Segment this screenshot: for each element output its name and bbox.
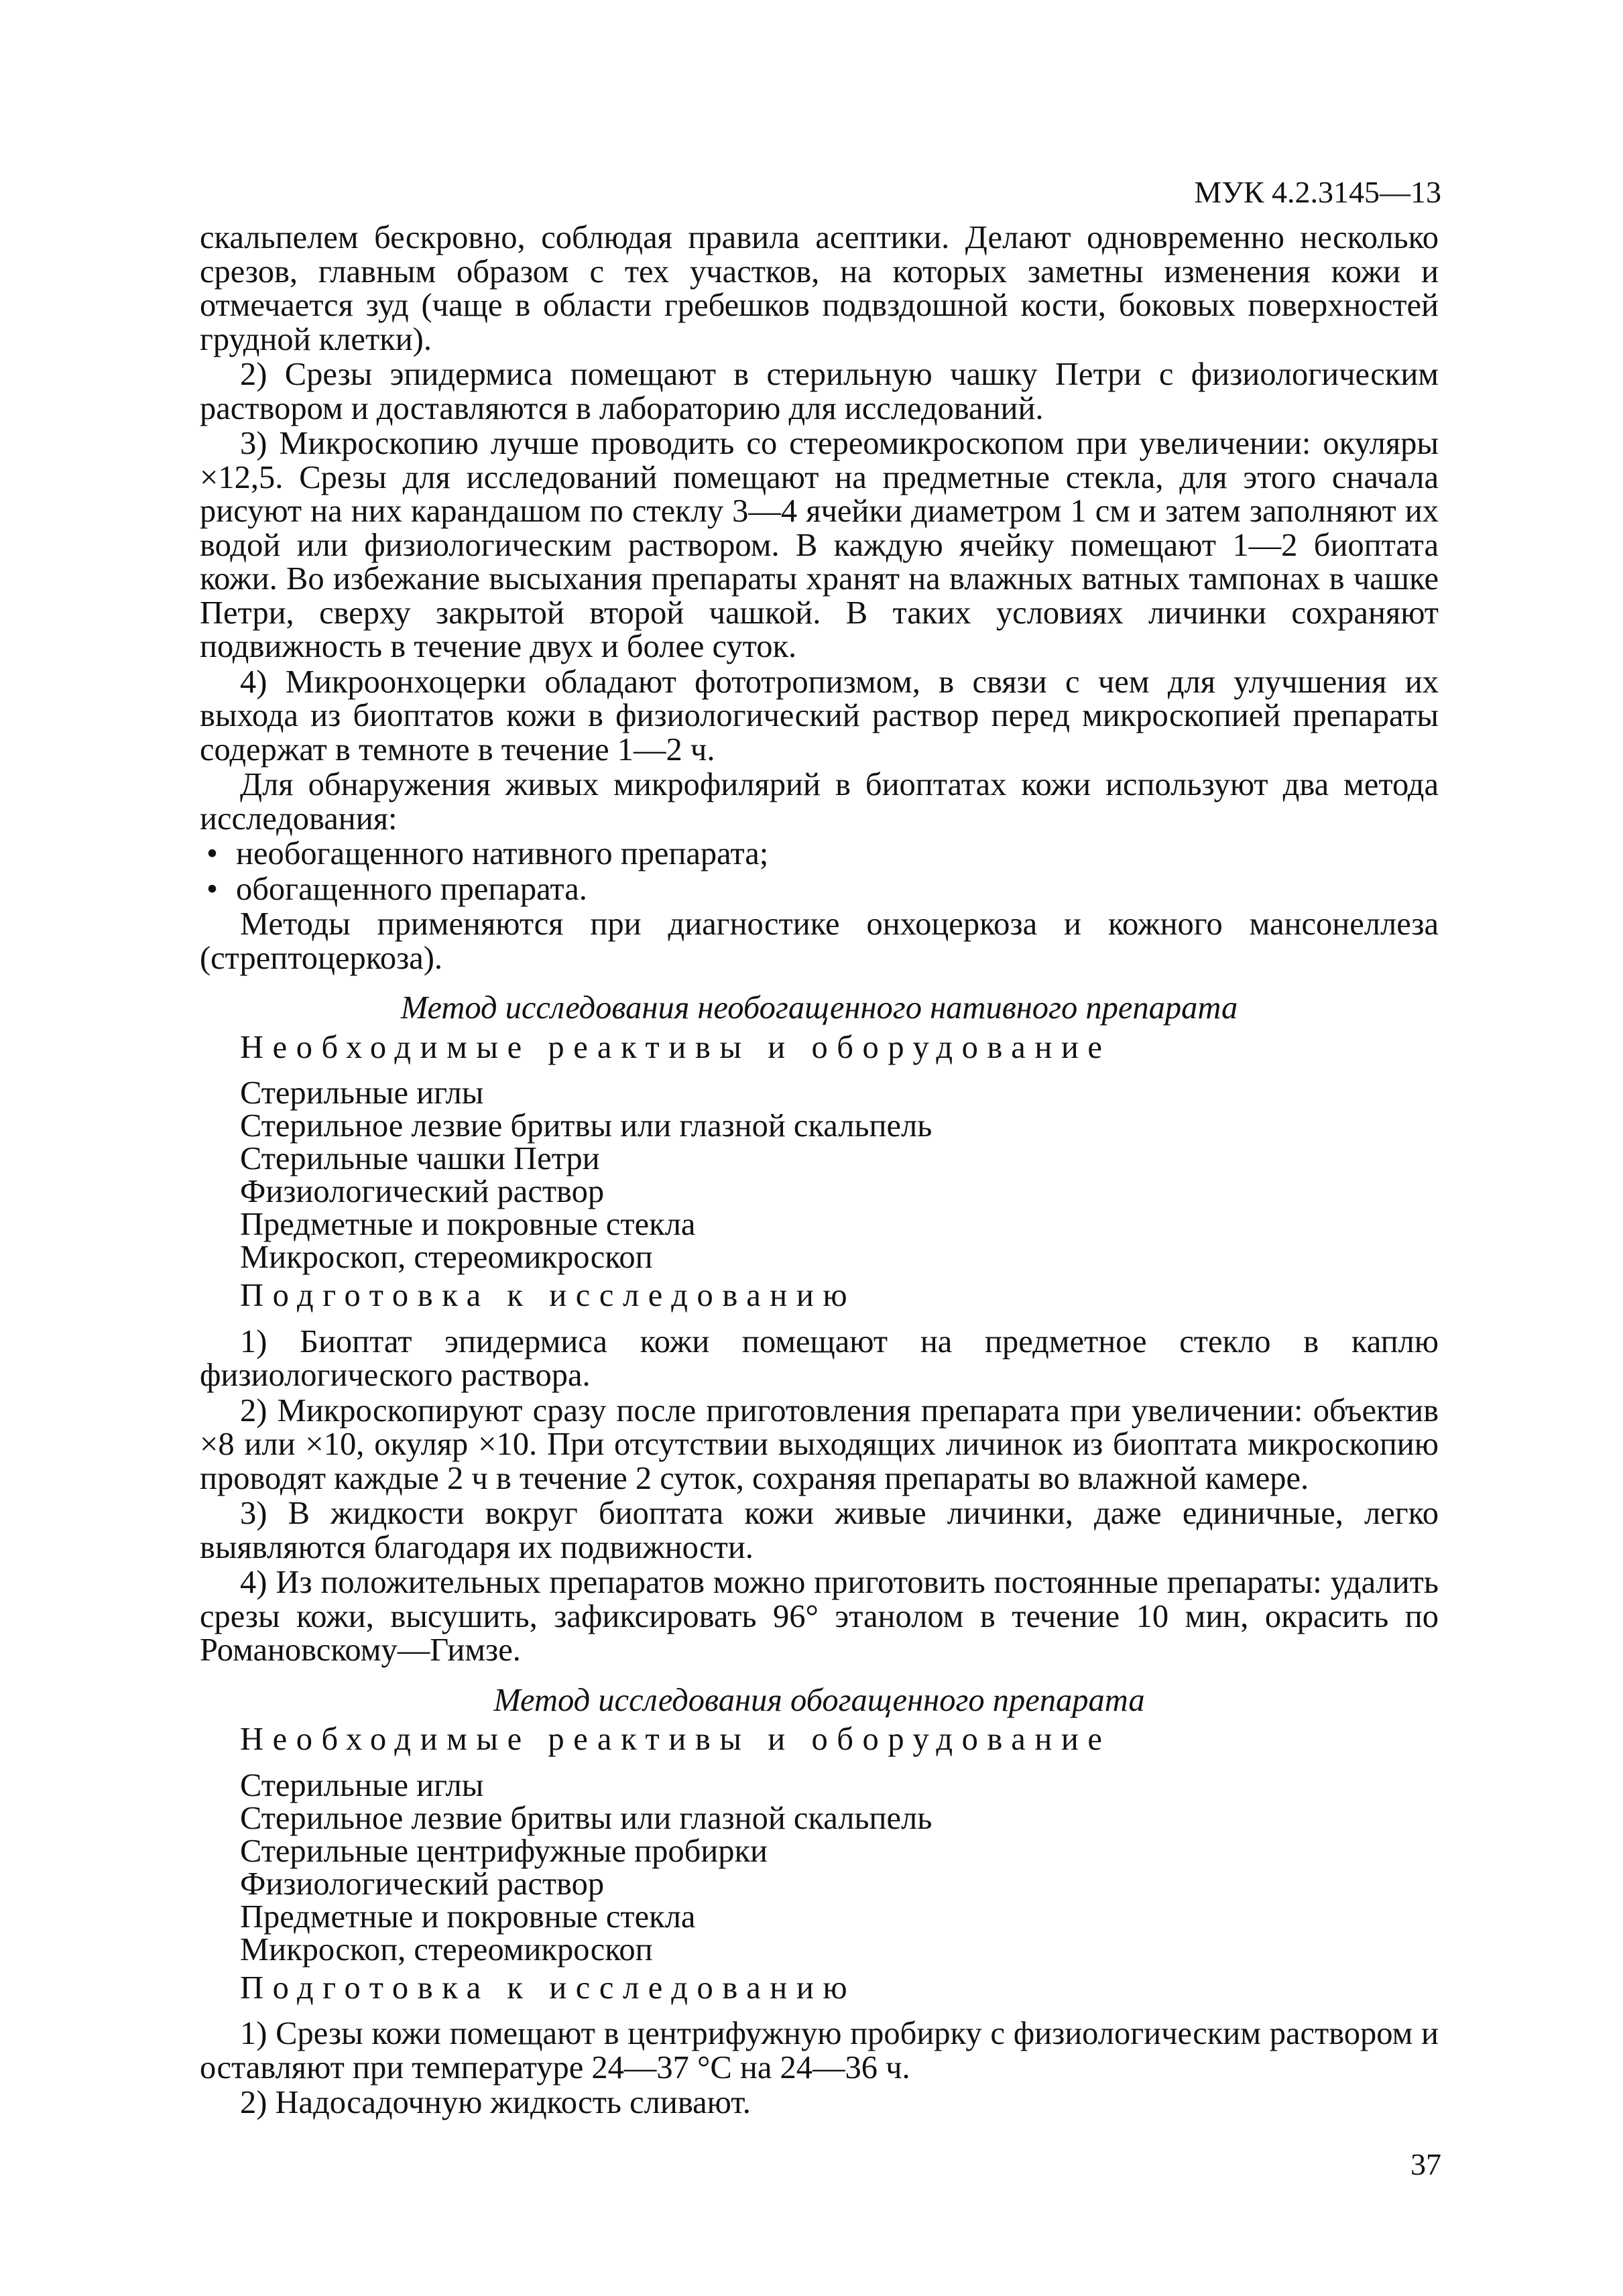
- list-item: Физиологический раствор: [240, 1866, 605, 1902]
- paragraph-step-4: 4) Микроонхоцерки обладают фототропизмом, в связи с чем для улучшения их выхода из биоптатов кожи в физиологический раствор перед микроскопией препараты содержат в темноте в течение 1—2 ч.: [200, 664, 1439, 768]
- document-code: МУК 4.2.3145—13: [1194, 175, 1441, 209]
- paragraph-step-2: 2) Срезы эпидермиса помещают в стерильную чашку Петри с физиологическим раствором и доставляются в лабораторию для исследований.: [200, 357, 1439, 426]
- paragraph-step-3: 3) Микроскопию лучше проводить со стереомикроскопом при увеличении: окуляры ×12,5. Срезы для исследований помещают на предметные стекла, для этого сначала рисуют на них карандашом по стеклу 3—4 ячейки диаметром 1 см и затем заполняют их водой или физиологическим раствором. В каждую ячейку помещают 1—2 биоптата кожи. Во избежание высыхания препараты хранят на влажных ватных тампонах в чашке Петри, сверху закрытой второй чашкой. В таких условиях личинки сохраняют подвижность в течение двух и более суток.: [200, 426, 1439, 664]
- list-item: Стерильные чашки Петри: [240, 1141, 600, 1176]
- page-content: [200, 221, 1439, 2122]
- methods-bullet-list: [200, 837, 1439, 906]
- paragraph-methods-usage: Методы применяются при диагностике онхоцеркоза и кожного мансонеллеза (стрептоцеркоза).: [200, 906, 1439, 976]
- step-paragraph: 2) Микроскопируют сразу после приготовления препарата при увеличении: объектив ×8 или ×10, окуляр ×10. При отсутствии выходящих личинок из биоптата микроскопию проводят каждые 2 ч в течение 2 суток, сохраняя препараты во влажной камере.: [200, 1392, 1439, 1496]
- step-paragraph: 1) Биоптат эпидермиса кожи помещают на предметное стекло в каплю физиологического раствора.: [200, 1323, 1439, 1393]
- list-item: Микроскоп, стереомикроскоп: [240, 1240, 653, 1275]
- page-number: 37: [1410, 2147, 1441, 2181]
- equipment-list-method-1: [200, 1077, 1439, 1274]
- step-paragraph: 3) В жидкости вокруг биоптата кожи живые личинки, даже единичные, легко выявляются благодаря их подвижности.: [200, 1496, 1439, 1565]
- list-item: Предметные и покровные стекла: [240, 1898, 696, 1935]
- list-item: Физиологический раствор: [240, 1174, 605, 1209]
- prep-heading-method-2: Подготовка к исследованию: [240, 1970, 857, 2006]
- equipment-list-method-2: [200, 1769, 1439, 1966]
- paragraph-continuation: скальпелем бескровно, соблюдая правила асептики. Делают одновременно несколько срезов, главным образом с тех участков, на которых заметны изменения кожи и отмечается зуд (чаще в области гребешков подвздошной кости, боковых поверхностей грудной клетки).: [200, 220, 1439, 357]
- section-title-method-2: Метод исследования обогащенного препарата: [493, 1682, 1145, 1718]
- list-item: • необогащенного нативного препарата;: [236, 837, 1439, 871]
- list-item: Микроскоп, стереомикроскоп: [240, 1931, 653, 1968]
- list-item: • обогащенного препарата.: [236, 873, 1439, 907]
- step-paragraph: 2) Надосадочную жидкость сливают.: [240, 2085, 751, 2120]
- equipment-heading-method-2: Необходимые реактивы и оборудование: [240, 1721, 1111, 1757]
- list-item: Стерильное лезвие бритвы или глазной скальпель: [240, 1800, 933, 1836]
- step-paragraph: 1) Срезы кожи помещают в центрифужную пробирку с физиологическим раствором и оставляют при температуре 24—37 °С на 24—36 ч.: [200, 2016, 1439, 2086]
- list-item: Предметные и покровные стекла: [240, 1207, 696, 1242]
- list-item: Стерильные центрифужные пробирки: [240, 1833, 768, 1869]
- paragraph-methods-intro: Для обнаружения живых микрофилярий в биоптатах кожи используют два метода исследования:: [200, 767, 1439, 837]
- list-item: Стерильные иглы: [240, 1767, 484, 1803]
- prep-heading-method-1: Подготовка к исследованию: [240, 1278, 857, 1313]
- equipment-heading-method-1: Необходимые реактивы и оборудование: [240, 1029, 1111, 1065]
- section-title-method-1: Метод исследования необогащенного нативного препарата: [400, 990, 1238, 1026]
- step-paragraph: 4) Из положительных препаратов можно приготовить постоянные препараты: удалить срезы кожи, высушить, зафиксировать 96° этанолом в течение 10 мин, окрасить по Романовскому—Гимзе.: [200, 1565, 1439, 1668]
- list-item: Стерильное лезвие бритвы или глазной скальпель: [240, 1108, 933, 1144]
- list-item: Стерильные иглы: [240, 1075, 484, 1111]
